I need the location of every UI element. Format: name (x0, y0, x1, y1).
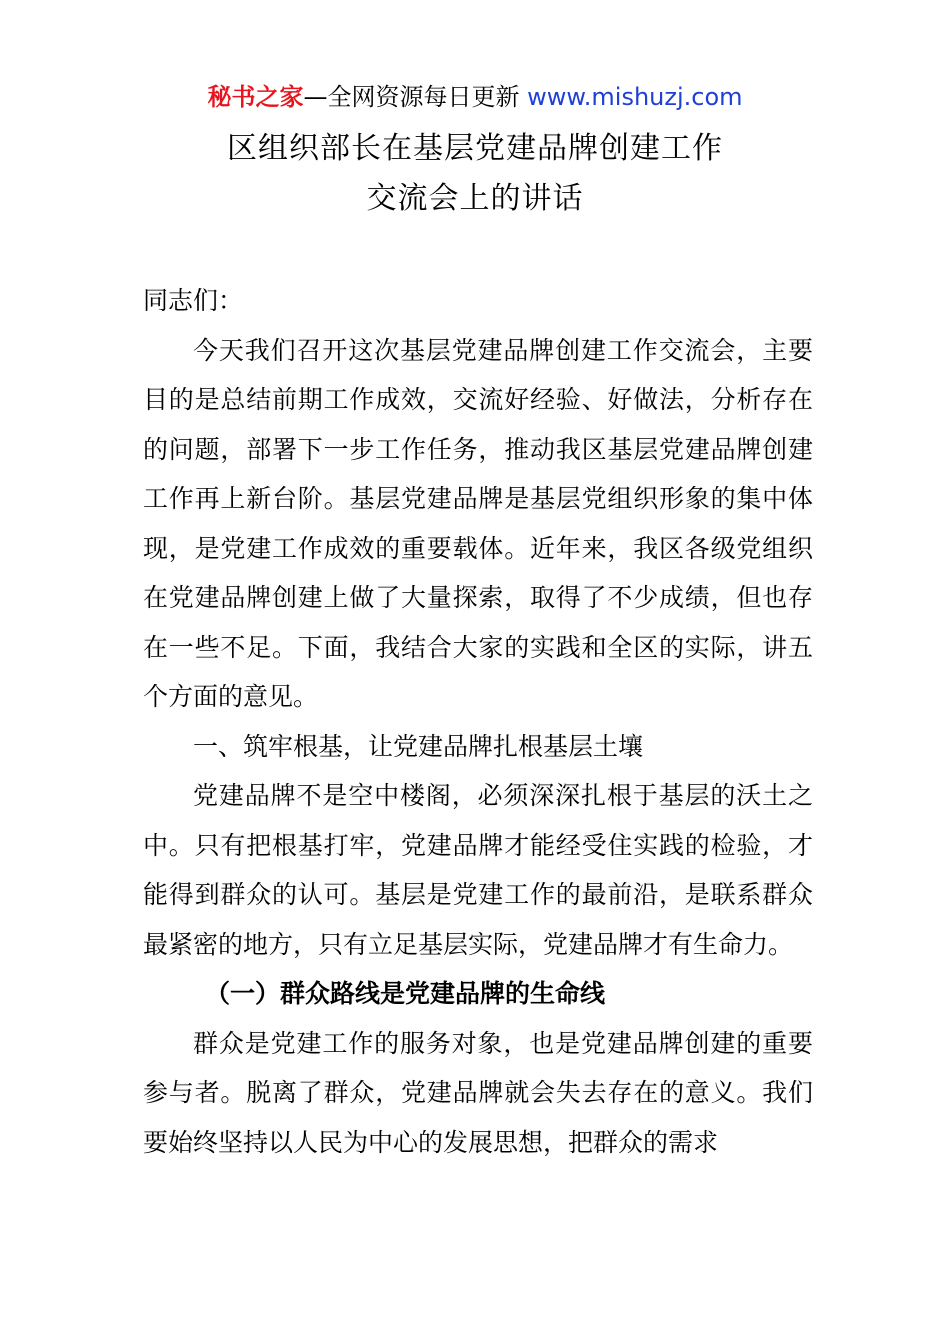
paragraph-intro: 今天我们召开这次基层党建品牌创建工作交流会，主要目的是总结前期工作成效，交流好经验、好做法，分析存在的问题，部署下一步工作任务，推动我区基层党建品牌创建工作再上新台阶。基层党建品牌是基层党组织形象的集中体现，是党建工作成效的重要载体。近年来，我区各级党组织在党建品牌创建上做了大量探索，取得了不少成绩，但也存在一些不足。下面，我结合大家的实践和全区的实际，讲五个方面的意见。 (143, 335, 813, 711)
paragraph-subsection-1: 群众是党建工作的服务对象，也是党建品牌创建的重要参与者。脱离了群众，党建品牌就会失去存在的意义。我们要始终坚持以人民为中心的发展思想，把群众的需求 (143, 1028, 813, 1157)
site-header (0, 80, 950, 114)
document-body (143, 276, 813, 1167)
salutation: 同志们： (143, 286, 244, 315)
document-title-line-2: 交流会上的讲话 (366, 181, 584, 216)
site-url-link[interactable]: www.mishuzj.com (527, 83, 743, 111)
subsection-heading-1: （一）群众路线是党建品牌的生命线 (205, 979, 606, 1008)
document-title-line-1: 区组织部长在基层党建品牌创建工作 (227, 131, 723, 166)
paragraph-section-1: 党建品牌不是空中楼阁，必须深深扎根于基层的沃土之中。只有把根基打牢，党建品牌才能经受住实践的检验，才能得到群众的认可。基层是党建工作的最前沿，是联系群众最紧密的地方，只有立足基层实际，党建品牌才有生命力。 (143, 781, 813, 959)
header-tagline: —全网资源每日更新 (303, 83, 528, 111)
section-heading-1: 一、筑牢根基，让党建品牌扎根基层土壤 (193, 731, 644, 761)
brand-name: 秘书之家 (207, 83, 304, 111)
